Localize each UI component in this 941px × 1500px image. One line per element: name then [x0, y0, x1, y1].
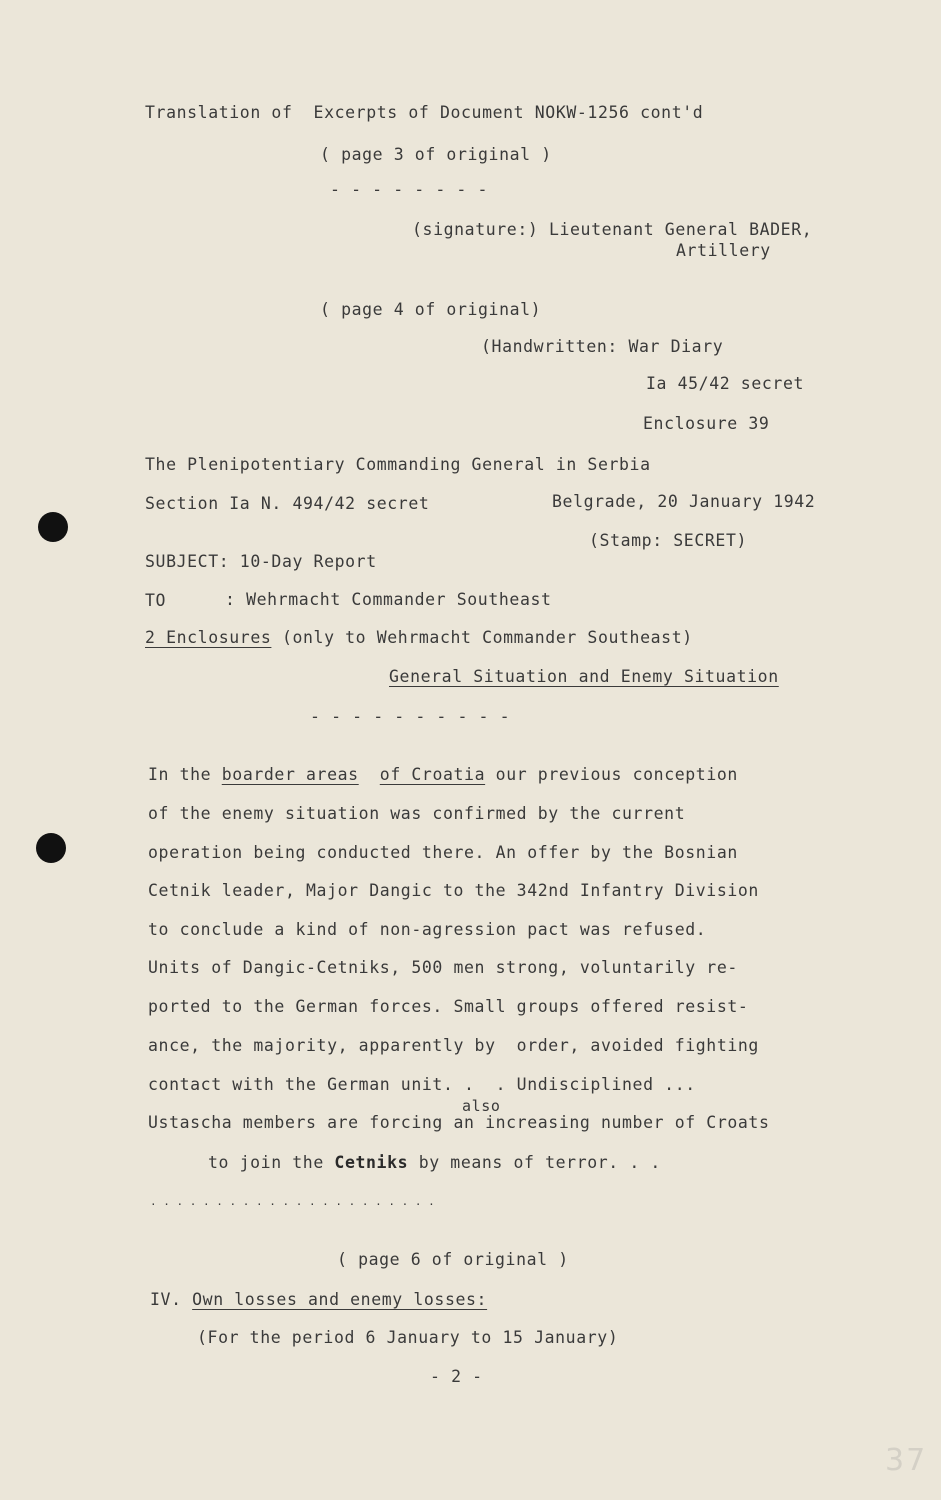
body-line-1-end: our previous conception — [485, 765, 738, 784]
body-line-3: operation being conducted there. An offer by the Bosnian — [148, 843, 738, 862]
body-line-1-start: In the — [148, 765, 222, 784]
subject-line: SUBJECT: 10-Day Report — [145, 552, 377, 571]
section-iv-number: IV. — [150, 1290, 193, 1309]
body-line-11-start: to join the — [208, 1153, 335, 1172]
place-date: Belgrade, 20 January 1942 — [552, 492, 816, 511]
file-reference: Ia 45/42 secret — [646, 374, 805, 393]
page-3-label: ( page 3 of original ) — [320, 145, 552, 164]
body-line-10: Ustascha members are forcing an increasing number of Croats — [148, 1113, 770, 1132]
section-iv — [150, 1290, 487, 1309]
signature-line: (signature:) Lieutenant General BADER, — [412, 220, 813, 239]
signature-rank: Artillery — [676, 241, 771, 260]
body-line-1-gap — [359, 765, 380, 784]
margin-pencil-note: 37 — [885, 1443, 928, 1478]
punch-hole-bottom — [36, 833, 66, 863]
punch-hole-top — [38, 512, 68, 542]
to-value: : Wehrmacht Commander Southeast — [225, 590, 552, 609]
stamp-note: (Stamp: SECRET) — [589, 531, 748, 550]
body-line-11 — [208, 1153, 661, 1172]
enclosures-recipient: (only to Wehrmacht Commander Southeast) — [271, 628, 693, 647]
body-line-11-end: by means of terror. . . — [408, 1153, 661, 1172]
to-label: TO — [145, 591, 167, 610]
page-6-label: ( page 6 of original ) — [337, 1250, 569, 1269]
handwritten-note: (Handwritten: War Diary — [481, 337, 724, 356]
sender-line: The Plenipotentiary Commanding General in Serbia — [145, 455, 651, 474]
period-line: (For the period 6 January to 15 January) — [197, 1328, 619, 1347]
of-croatia-text: of Croatia — [379, 765, 486, 784]
separator-dashes-2: - - - - - - - - - - — [310, 707, 511, 726]
body-line-1 — [148, 765, 738, 784]
body-line-8: ance, the majority, apparently by order, avoided fighting — [148, 1036, 759, 1055]
body-line-9: contact with the German unit. . . Undisciplined ... — [148, 1075, 707, 1094]
body-line-4: Cetnik leader, Major Dangic to the 342nd Infantry Division — [148, 881, 759, 900]
boarder-areas-text: boarder areas — [221, 765, 359, 784]
enclosure-number: Enclosure 39 — [643, 414, 770, 433]
cetniks-text: Cetniks — [334, 1153, 409, 1172]
separator-dashes: - - - - - - - - — [330, 180, 489, 199]
page-number: - 2 - — [430, 1367, 483, 1386]
inserted-word-also: also — [462, 1097, 501, 1115]
body-line-5: to conclude a kind of non-agression pact was refused. — [148, 920, 707, 939]
losses-heading: Own losses and enemy losses: — [192, 1290, 488, 1309]
section-reference: Section Ia N. 494/42 secret — [145, 494, 430, 513]
omission-dots: . . . . . . . . . . . . . . . . . . . . . . — [150, 1195, 435, 1208]
enclosures-line — [145, 628, 693, 647]
body-line-2: of the enemy situation was confirmed by the current — [148, 804, 686, 823]
section-heading: General Situation and Enemy Situation — [389, 667, 779, 686]
page-4-label: ( page 4 of original) — [320, 300, 542, 319]
document-title: Translation of Excerpts of Document NOKW-1256 cont'd — [145, 103, 704, 122]
body-line-6: Units of Dangic-Cetniks, 500 men strong, voluntarily re- — [148, 958, 738, 977]
body-line-7: ported to the German forces. Small groups offered resist- — [148, 997, 749, 1016]
enclosures-count: 2 Enclosures — [145, 628, 272, 647]
